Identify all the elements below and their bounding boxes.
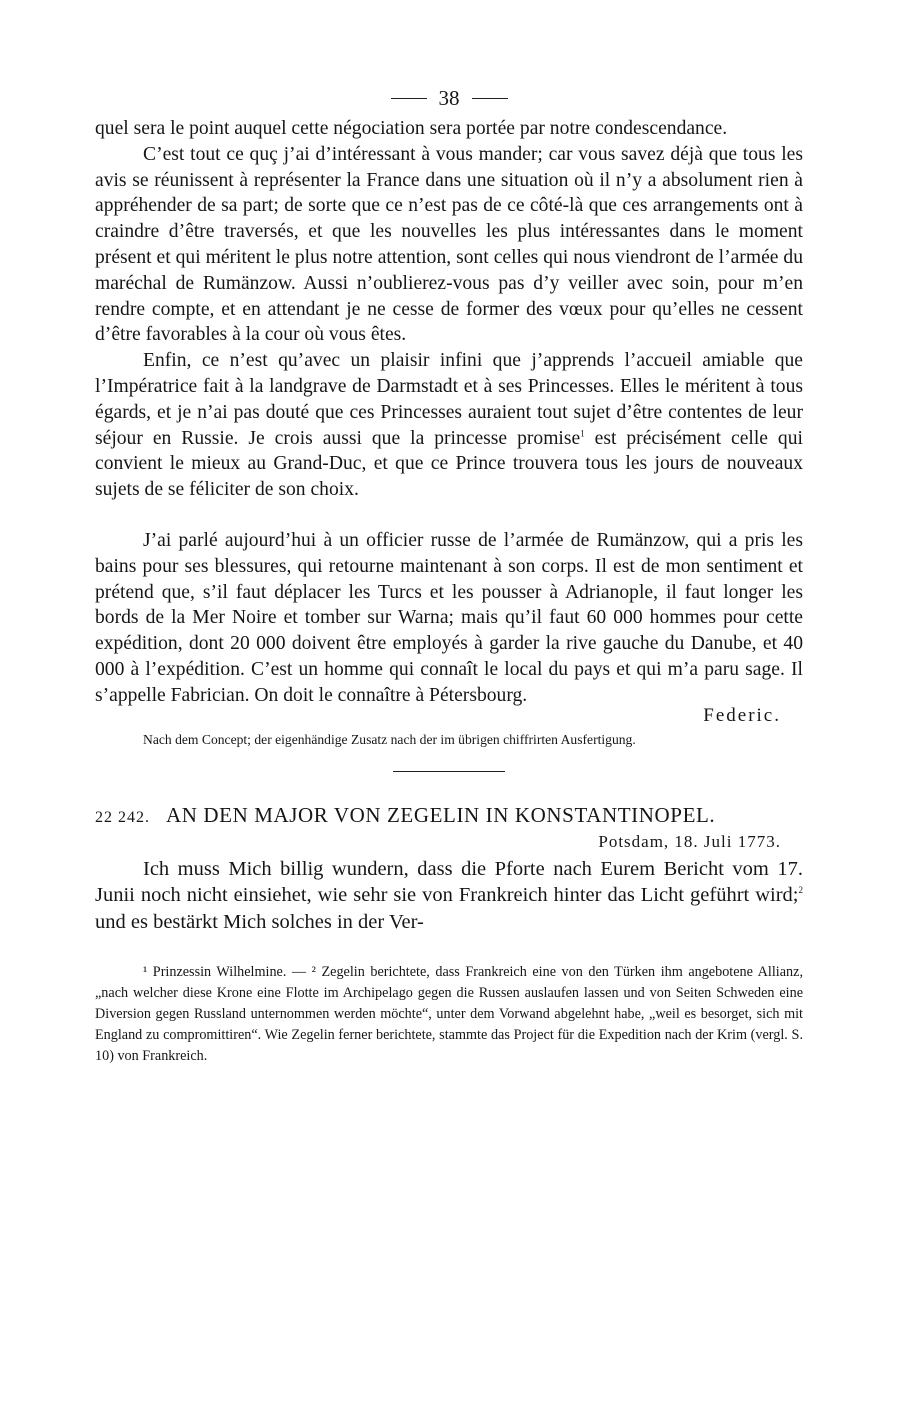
new-letter-text-b: und es bestärkt Mich solches in der Ver- <box>95 911 424 934</box>
page-header <box>95 80 803 116</box>
section-divider <box>393 771 505 772</box>
page-number: 38 <box>438 85 460 110</box>
paragraph-2: C’est tout ce quç j’ai d’intéressant à vous mander; car vous savez déjà que tous les avis se réunissent à représenter la France dans une situation où il n’y a absolument rien à appréhender de sa part; de sorte que ce n’est pas de ce côté-là que ces arrangements ont à craindre d’être traversés, et que les nouvelles les plus intéressantes dans le moment présent et qui méritent le plus notre attention, sont celles qui nous viendront de l’armée du maréchal de Rumänzow. Aussi n’oublierez-vous pas d’y veiller avec soin, pour m’en rendre compte, et en attendant je ne cesse de former des vœux pour qu’elles ne cessent d’être favorables à la cour où vous êtes. <box>95 143 803 346</box>
header-rule-right <box>472 98 508 99</box>
footnote-ref-1: 1 <box>580 428 585 439</box>
letter-number: 22 242. <box>95 808 150 826</box>
new-letter-text-a: Ich muss Mich billig wundern, dass die Pforte nach Eurem Bericht vom 17. Junii noch nicht einsiehet, wie sehr sie von Frankreich hinter das Licht geführt wird; <box>95 857 803 907</box>
footnote-ref-2: 2 <box>798 885 803 896</box>
source-note: Nach dem Concept; der eigenhändige Zusatz nach der im übrigen chiffrirten Ausfertigung. <box>143 731 636 747</box>
signature: Federic. <box>703 704 781 726</box>
new-letter-paragraph <box>95 856 803 936</box>
paragraph-3-text-b: est précisément celle qui convient le mieux au Grand-Duc, et que ce Prince trouvera tous les jours de nouveaux sujets de se féliciter de son choix. <box>95 427 803 501</box>
letter-recipient-title: AN DEN MAJOR VON ZEGELIN IN KONSTANTINOPEL. <box>166 802 716 827</box>
footnotes <box>95 962 803 1067</box>
header-rule-left <box>391 98 427 99</box>
paragraph-3 <box>95 348 803 503</box>
paragraph-spacer <box>95 503 803 528</box>
letter-dateline: Potsdam, 18. Juli 1773. <box>598 831 781 851</box>
document-page <box>95 80 803 1067</box>
footnote-text: ¹ Prinzessin Wilhelmine. — ² Zegelin berichtete, dass Frankreich eine von den Türken ihm angebotene Allianz, „nach welcher diese Krone eine Flotte im Archipelago gegen die Russen auslaufen lassen und von Seiten Schweden eine Diversion gegen Russland unternommen werden möchte“, unter dem Vorwand abgelehnt habe, „weil es besorget, sich mit England zu compromittiren“. Wie Zegelin ferner berichtete, stammte das Project für die Expedition nach der Krim (vergl. S. 10) von Frankreich. <box>95 963 803 1064</box>
continued-letter <box>95 116 803 749</box>
paragraph-3-text-a: Enfin, ce n’est qu’avec un plaisir infini que j’apprends l’accueil amiable que l’Impératrice fait à la landgrave de Darmstadt et à ses Princesses. Elles le méritent à tous égards, et je n’ai pas douté que ces Princesses auraient tout sujet d’être contentes de leur séjour en Russie. Je crois aussi que la princesse promise <box>95 350 803 449</box>
new-letter-body <box>95 856 803 936</box>
letter-heading <box>95 803 803 828</box>
paragraph-1: quel sera le point auquel cette négociation sera portée par notre condescendance. <box>95 118 728 139</box>
postscript-paragraph: J’ai parlé aujourd’hui à un officier russe de l’armée de Rumänzow, qui a pris les bains pour ses blessures, qui retourne maintenant à son corps. Il est de mon sentiment et prétend que, s’il faut déplacer les Turcs et les pousser à Adrianople, il faut longer les bords de la Mer Noire et tomber sur Warna; mais qu’il faut 60 000 hommes pour cette expédition, dont 20 000 doivent être employés à garder la rive gauche du Danube, et 40 000 à l’expédition. C’est un homme qui connaît le local du pays et qui m’a paru sage. Il s’appelle Fabrician. On doit le connaître à Pétersbourg. <box>95 529 803 706</box>
